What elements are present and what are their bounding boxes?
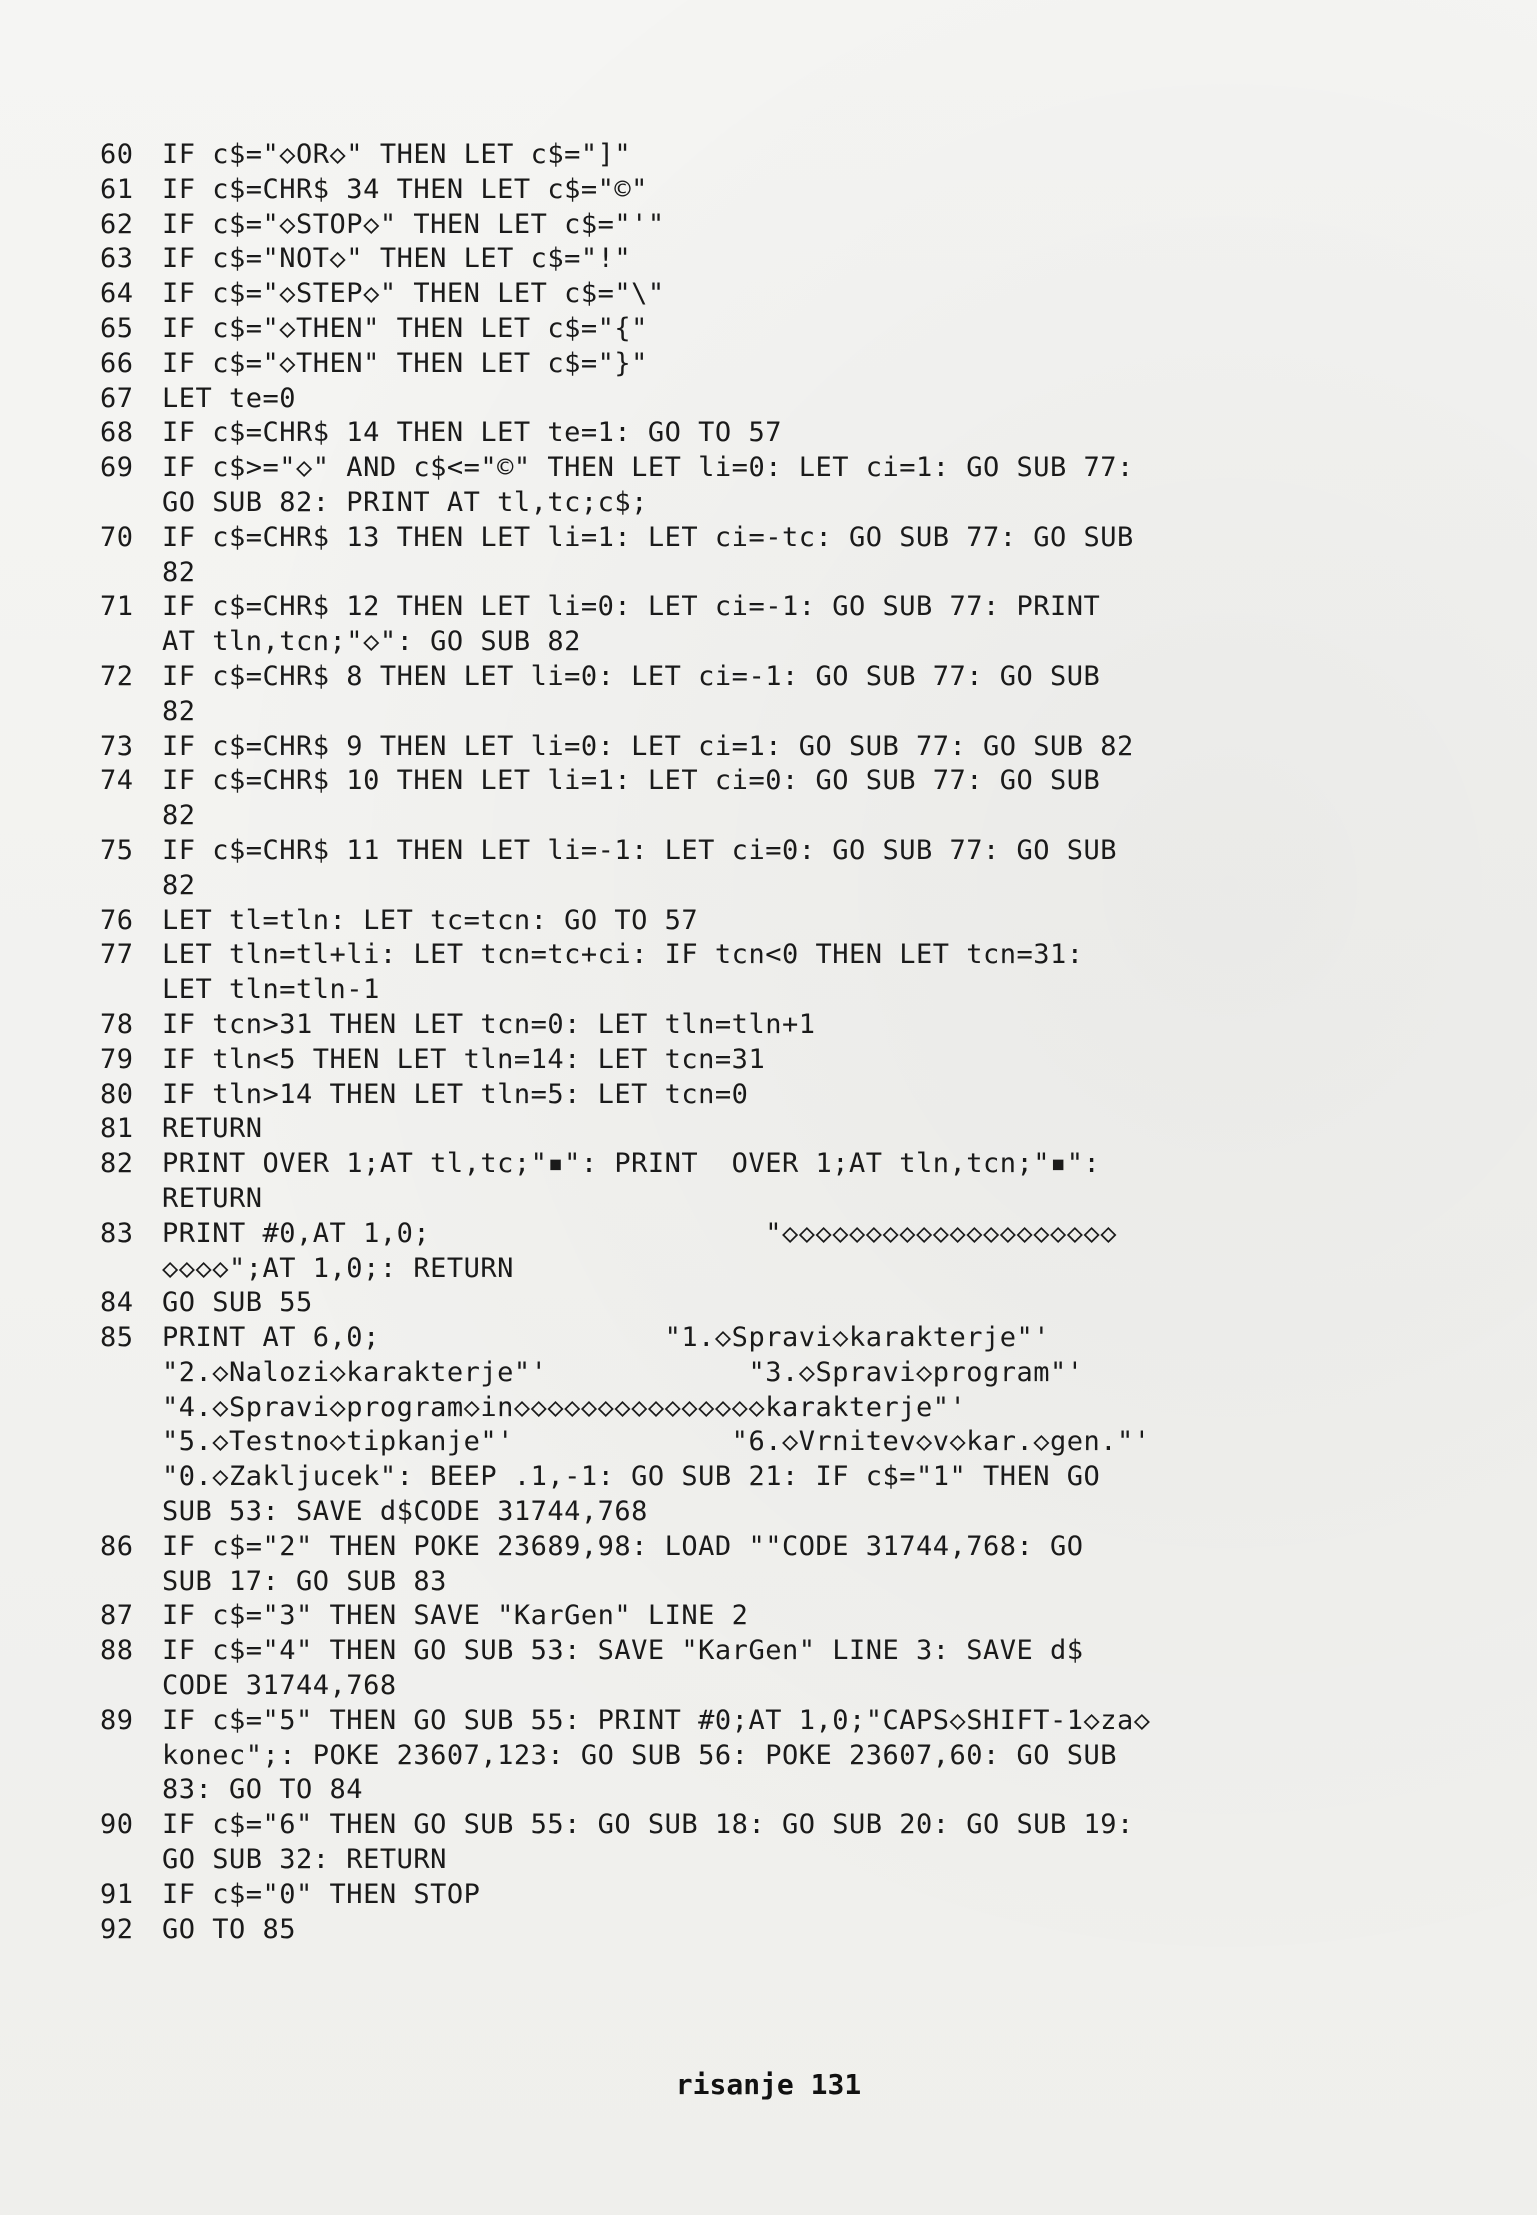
line-code: IF c$="◇THEN" THEN LET c$="}"	[162, 347, 648, 379]
line-code: IF tln<5 THEN LET tln=14: LET tcn=31	[162, 1043, 766, 1075]
listing-line	[100, 938, 1430, 973]
line-number: 88	[100, 1635, 134, 1667]
line-code: IF c$>="◇" AND c$<="©" THEN LET li=0: LET ci=1: GO SUB 77:	[162, 452, 1134, 484]
line-continuation: "0.◇Zakljucek": BEEP .1,-1: GO SUB 21: IF c$="1" THEN GO	[162, 1461, 1101, 1493]
listing-line	[100, 451, 1430, 486]
line-number: 83	[100, 1217, 134, 1249]
line-code: IF c$=CHR$ 13 THEN LET li=1: LET ci=-tc: GO SUB 77: GO SUB	[162, 521, 1134, 553]
line-number: 82	[100, 1148, 134, 1180]
line-code: PRINT OVER 1;AT tl,tc;"▪": PRINT OVER 1;AT tln,tcn;"▪":	[162, 1148, 1101, 1180]
line-continuation: GO SUB 32: RETURN	[162, 1844, 447, 1876]
line-continuation: 82	[162, 800, 196, 832]
line-number: 65	[100, 312, 134, 344]
line-continuation: CODE 31744,768	[162, 1670, 397, 1702]
listing-line	[100, 1599, 1430, 1634]
listing-line	[100, 764, 1430, 799]
line-number: 91	[100, 1878, 134, 1910]
line-number: 66	[100, 347, 134, 379]
line-number: 72	[100, 660, 134, 692]
line-code: IF c$="◇THEN" THEN LET c$="{"	[162, 312, 648, 344]
listing-line	[100, 277, 1430, 312]
line-code: IF c$="4" THEN GO SUB 53: SAVE "KarGen" LINE 3: SAVE d$	[162, 1635, 1084, 1667]
line-number: 79	[100, 1043, 134, 1075]
line-code: IF c$="◇STOP◇" THEN LET c$="'"	[162, 208, 665, 240]
line-continuation: LET tln=tln-1	[162, 974, 380, 1006]
listing-line	[100, 1147, 1430, 1182]
line-continuation: AT tln,tcn;"◇": GO SUB 82	[162, 626, 581, 658]
line-code: IF c$="3" THEN SAVE "KarGen" LINE 2	[162, 1600, 749, 1632]
line-number: 62	[100, 208, 134, 240]
listing-line	[100, 1286, 1430, 1321]
line-code: IF c$=CHR$ 34 THEN LET c$="©"	[162, 173, 648, 205]
line-continuation: 83: GO TO 84	[162, 1774, 364, 1806]
line-number: 75	[100, 834, 134, 866]
line-number: 78	[100, 1008, 134, 1040]
line-code: IF tln>14 THEN LET tln=5: LET tcn=0	[162, 1078, 749, 1110]
line-code: LET tl=tln: LET tc=tcn: GO TO 57	[162, 904, 699, 936]
line-code: LET tln=tl+li: LET tcn=tc+ci: IF tcn<0 THEN LET tcn=31:	[162, 939, 1084, 971]
listing-line	[100, 347, 1430, 382]
listing-line	[100, 1704, 1430, 1739]
listing-line	[100, 1321, 1430, 1356]
line-number: 89	[100, 1704, 134, 1736]
line-number: 86	[100, 1530, 134, 1562]
line-continuation: ◇◇◇◇";AT 1,0;: RETURN	[162, 1252, 514, 1284]
line-continuation: 82	[162, 695, 196, 727]
listing-line	[100, 1634, 1430, 1669]
line-code: IF c$="0" THEN STOP	[162, 1878, 481, 1910]
line-continuation: "2.◇Nalozi◇karakterje"' "3.◇Spravi◇program"'	[162, 1356, 1084, 1388]
line-continuation: "5.◇Testno◇tipkanje"' "6.◇Vrnitev◇v◇kar.◇gen."'	[162, 1426, 1151, 1458]
line-number: 85	[100, 1322, 134, 1354]
line-continuation: SUB 17: GO SUB 83	[162, 1565, 447, 1597]
line-number: 76	[100, 904, 134, 936]
listing-line	[100, 1878, 1430, 1913]
line-number: 67	[100, 382, 134, 414]
listing-line	[100, 1913, 1430, 1948]
line-number: 74	[100, 765, 134, 797]
line-code: IF c$=CHR$ 11 THEN LET li=-1: LET ci=0: GO SUB 77: GO SUB	[162, 834, 1118, 866]
line-code: IF c$=CHR$ 8 THEN LET li=0: LET ci=-1: GO SUB 77: GO SUB	[162, 660, 1101, 692]
line-number: 87	[100, 1600, 134, 1632]
line-continuation: RETURN	[162, 1182, 263, 1214]
listing-line	[100, 1530, 1430, 1565]
line-code: PRINT #0,AT 1,0; "◇◇◇◇◇◇◇◇◇◇◇◇◇◇◇◇◇◇◇◇	[162, 1217, 1118, 1249]
line-code: PRINT AT 6,0; "1.◇Spravi◇karakterje"'	[162, 1322, 1051, 1354]
line-code: IF c$="2" THEN POKE 23689,98: LOAD ""CODE 31744,768: GO	[162, 1530, 1084, 1562]
line-number: 80	[100, 1078, 134, 1110]
line-code: IF c$="◇OR◇" THEN LET c$="]"	[162, 139, 632, 170]
line-code: IF c$=CHR$ 12 THEN LET li=0: LET ci=-1: GO SUB 77: PRINT	[162, 591, 1101, 623]
line-number: 69	[100, 452, 134, 484]
line-continuation: 82	[162, 869, 196, 901]
line-number: 73	[100, 730, 134, 762]
line-code: GO SUB 55	[162, 1287, 313, 1319]
line-continuation: SUB 53: SAVE d$CODE 31744,768	[162, 1496, 648, 1528]
line-number: 70	[100, 521, 134, 553]
line-code: IF c$=CHR$ 10 THEN LET li=1: LET ci=0: GO SUB 77: GO SUB	[162, 765, 1101, 797]
line-number: 68	[100, 417, 134, 449]
line-code: IF c$="6" THEN GO SUB 55: GO SUB 18: GO SUB 20: GO SUB 19:	[162, 1809, 1134, 1841]
listing-line	[100, 208, 1430, 243]
line-code: IF c$=CHR$ 14 THEN LET te=1: GO TO 57	[162, 417, 782, 449]
line-continuation: GO SUB 82: PRINT AT tl,tc;c$;	[162, 486, 648, 518]
line-number: 71	[100, 591, 134, 623]
listing-line	[100, 1078, 1430, 1113]
listing-line	[100, 590, 1430, 625]
line-number: 92	[100, 1913, 134, 1945]
listing-line	[100, 1808, 1430, 1843]
basic-listing	[100, 138, 1430, 1947]
listing-line	[100, 1043, 1430, 1078]
line-code: IF c$="5" THEN GO SUB 55: PRINT #0;AT 1,0;"CAPS◇SHIFT-1◇za◇	[162, 1704, 1151, 1736]
listing-line	[100, 660, 1430, 695]
line-code: IF c$=CHR$ 9 THEN LET li=0: LET ci=1: GO SUB 77: GO SUB 82	[162, 730, 1134, 762]
listing-line	[100, 1217, 1430, 1252]
line-number: 61	[100, 173, 134, 205]
line-number: 63	[100, 243, 134, 275]
listing-line	[100, 173, 1430, 208]
line-number: 60	[100, 139, 134, 170]
listing-line	[100, 1112, 1430, 1147]
listing-line	[100, 138, 1430, 173]
page-footer: risanje 131	[675, 2068, 862, 2101]
listing-line	[100, 242, 1430, 277]
line-continuation: 82	[162, 556, 196, 588]
line-number: 77	[100, 939, 134, 971]
listing-line	[100, 521, 1430, 556]
listing-line	[100, 416, 1430, 451]
line-code: GO TO 85	[162, 1913, 297, 1945]
line-number: 84	[100, 1287, 134, 1319]
line-code: IF tcn>31 THEN LET tcn=0: LET tln=tln+1	[162, 1008, 816, 1040]
listing-line	[100, 1008, 1430, 1043]
line-number: 81	[100, 1113, 134, 1145]
listing-line	[100, 904, 1430, 939]
line-number: 90	[100, 1809, 134, 1841]
listing-line	[100, 312, 1430, 347]
listing-line	[100, 834, 1430, 869]
line-code: IF c$="NOT◇" THEN LET c$="!"	[162, 243, 632, 275]
line-code: RETURN	[162, 1113, 263, 1145]
line-number: 64	[100, 278, 134, 310]
listing-line	[100, 730, 1430, 765]
line-code: LET te=0	[162, 382, 297, 414]
listing-line	[100, 382, 1430, 417]
line-continuation: "4.◇Spravi◇program◇in◇◇◇◇◇◇◇◇◇◇◇◇◇◇◇karakterje"'	[162, 1391, 967, 1423]
line-continuation: konec";: POKE 23607,123: GO SUB 56: POKE 23607,60: GO SUB	[162, 1739, 1118, 1771]
line-code: IF c$="◇STEP◇" THEN LET c$="\"	[162, 278, 665, 310]
